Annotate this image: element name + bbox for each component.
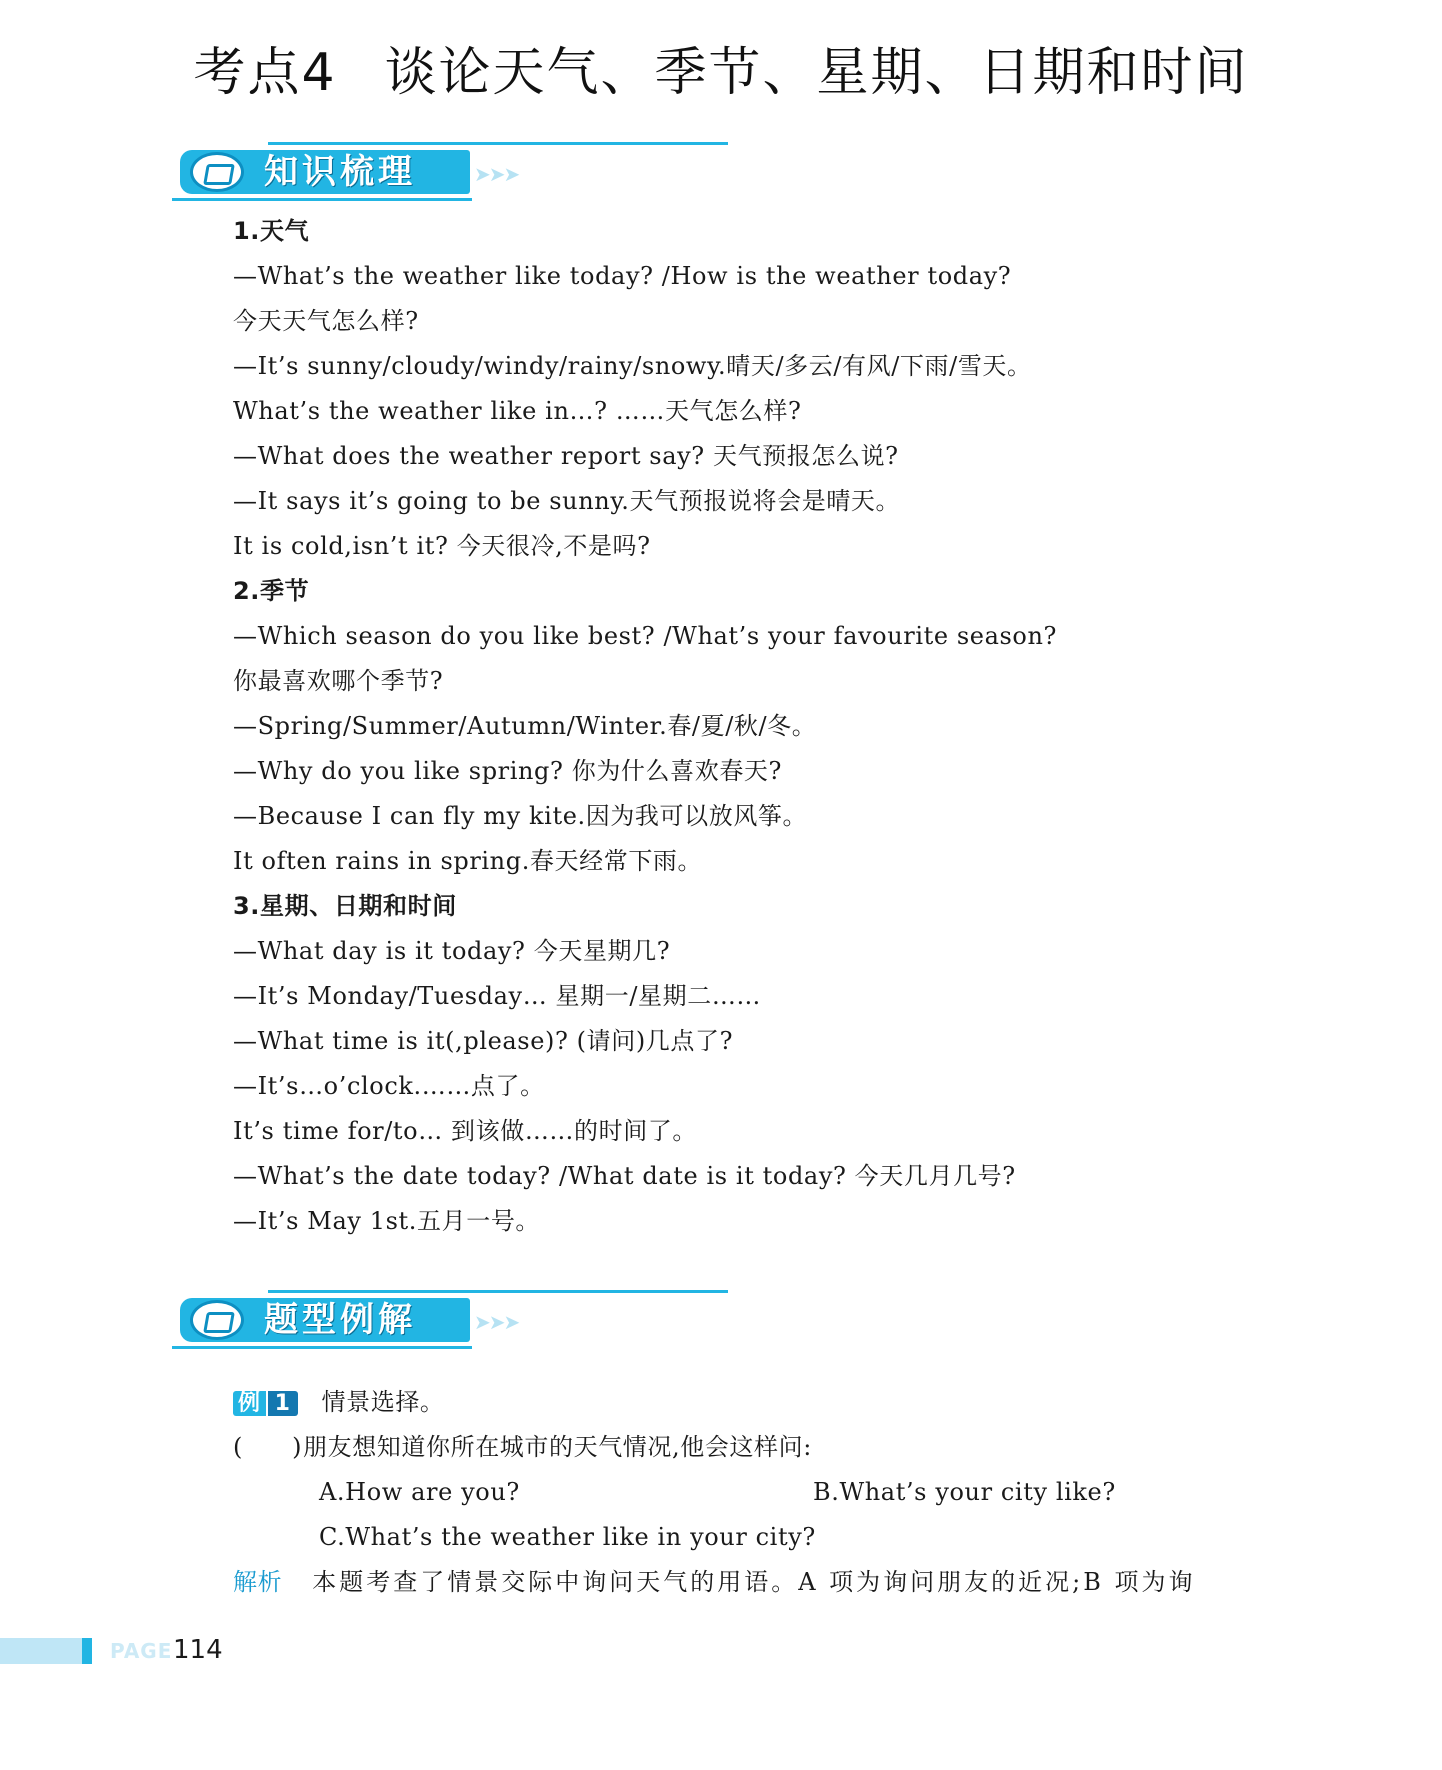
- analysis-text: 本题考查了情景交际中询问天气的用语。A 项为询问朋友的近况;B 项为询: [312, 1568, 1196, 1596]
- page-number: 114: [173, 1635, 223, 1665]
- options-row-2: [233, 1515, 1333, 1560]
- page-title: [0, 30, 1442, 105]
- option-c: C.What’s the weather like in your city?: [319, 1523, 816, 1551]
- content-line: —It’s…o’clock.……点了。: [233, 1072, 545, 1100]
- option-a: A.How are you?: [319, 1478, 520, 1506]
- options-row-1: [233, 1470, 1333, 1515]
- content-line: —It’s May 1st.五月一号。: [233, 1207, 541, 1235]
- book-icon: [190, 1300, 244, 1340]
- arrows-icon: ➤➤➤: [474, 1310, 519, 1334]
- analysis: [233, 1560, 1333, 1605]
- section-banner-knowledge: [172, 140, 557, 202]
- content-line: —It’s Monday/Tuesday… 星期一/星期二……: [233, 982, 762, 1010]
- content-line: —What’s the date today? /What date is it today? 今天几月几号?: [233, 1162, 1016, 1190]
- option-b: B.What’s your city like?: [813, 1478, 1116, 1506]
- example-tag-label: 例: [233, 1391, 266, 1416]
- content-line: —What day is it today? 今天星期几?: [233, 937, 671, 965]
- example-block: [233, 1380, 1333, 1605]
- footer-bar: [0, 1638, 82, 1664]
- page-title-number: 考点4: [193, 43, 337, 103]
- banner-top-line: [268, 142, 728, 145]
- example-question: [233, 1425, 1333, 1470]
- content-line: —Why do you like spring? 你为什么喜欢春天?: [233, 757, 782, 785]
- analysis-label: 解析: [233, 1568, 283, 1596]
- section-title-knowledge: 知识梳理: [264, 152, 416, 192]
- section-heading: 3.星期、日期和时间: [233, 892, 457, 920]
- content-line: —It says it’s going to be sunny.天气预报说将会是晴天。: [233, 487, 901, 515]
- example-tag: [233, 1389, 298, 1419]
- banner-bottom-line: [172, 198, 472, 201]
- content-line: 今天天气怎么样?: [233, 307, 419, 335]
- content-line: —What’s the weather like today? /How is the weather today?: [233, 262, 1012, 290]
- banner-bottom-line: [172, 1346, 472, 1349]
- content-line: —What does the weather report say? 天气预报怎么说?: [233, 442, 899, 470]
- arrows-icon: ➤➤➤: [474, 162, 519, 186]
- page-title-text: 谈论天气、季节、星期、日期和时间: [384, 43, 1249, 103]
- content-line: —It’s sunny/cloudy/windy/rainy/snowy.晴天/多云/有风/下雨/雪天。: [233, 352, 1032, 380]
- content-line: —Which season do you like best? /What’s your favourite season?: [233, 622, 1057, 650]
- content-line: —Because I can fly my kite.因为我可以放风筝。: [233, 802, 808, 830]
- example-header: [233, 1380, 1333, 1425]
- example-tag-number: 1: [268, 1391, 298, 1416]
- section-title-examples: 题型例解: [264, 1300, 416, 1340]
- content-line: —What time is it(,please)? (请问)几点了?: [233, 1027, 734, 1055]
- banner-top-line: [268, 1290, 728, 1293]
- section-heading: 1.天气: [233, 217, 310, 245]
- content-line: It often rains in spring.春天经常下雨。: [233, 847, 703, 875]
- content-line: It’s time for/to… 到该做……的时间了。: [233, 1117, 698, 1145]
- content-line: It is cold,isn’t it? 今天很冷,不是吗?: [233, 532, 651, 560]
- book-icon: [190, 152, 244, 192]
- section-banner-examples: [172, 1288, 557, 1350]
- section-heading: 2.季节: [233, 577, 310, 605]
- footer-page-word: PAGE: [110, 1639, 173, 1663]
- content-line: 你最喜欢哪个季节?: [233, 667, 444, 695]
- content-line: What’s the weather like in…? ……天气怎么样?: [233, 397, 802, 425]
- knowledge-content: [233, 209, 1333, 1244]
- content-line: —Spring/Summer/Autumn/Winter.春/夏/秋/冬。: [233, 712, 817, 740]
- answer-blank: ( ): [233, 1433, 303, 1461]
- question-text: 朋友想知道你所在城市的天气情况,他会这样问:: [303, 1433, 812, 1461]
- example-title: 情景选择。: [321, 1388, 445, 1416]
- footer-mark: [82, 1638, 92, 1664]
